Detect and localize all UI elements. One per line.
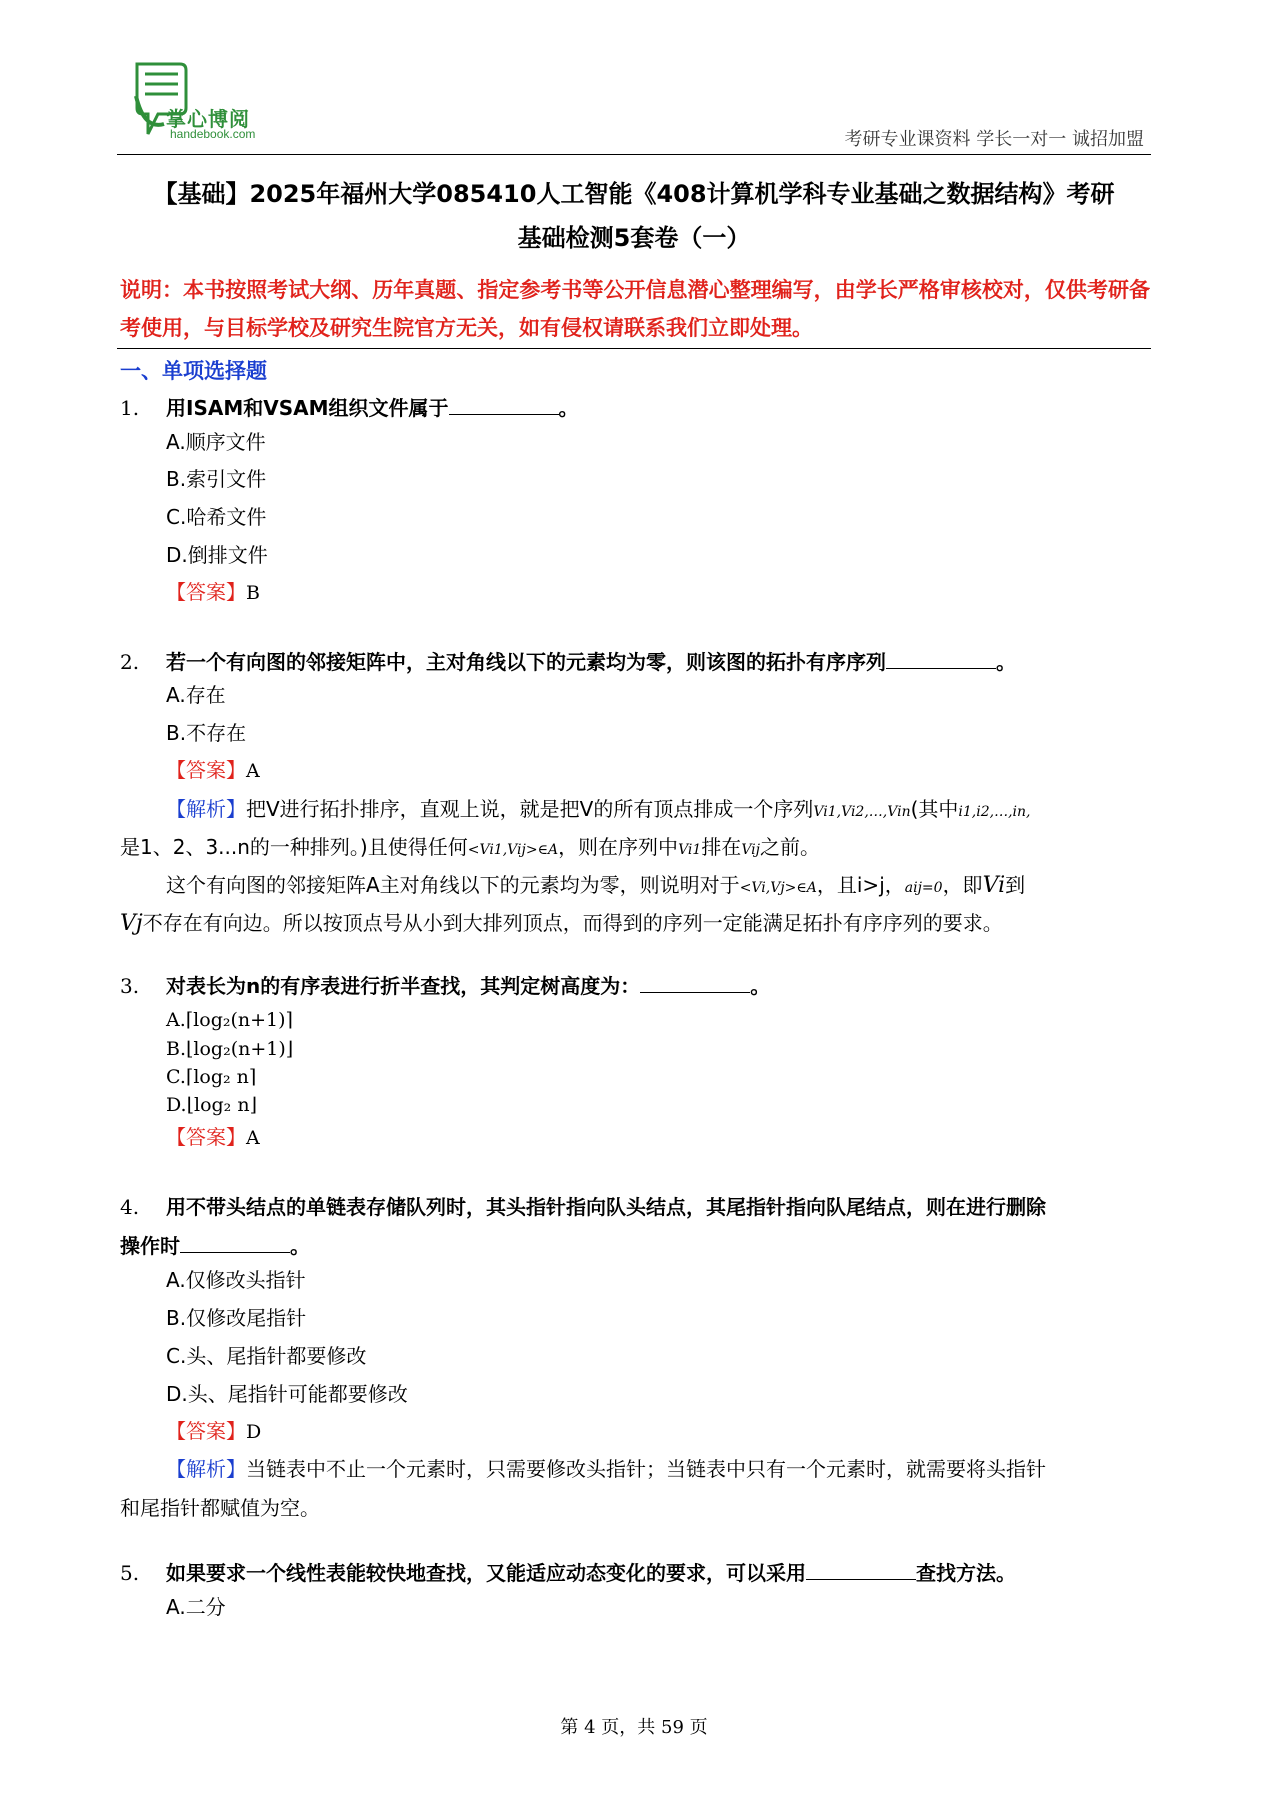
answer-blank bbox=[180, 1234, 290, 1253]
option: C.头、尾指针都要修改 bbox=[166, 1344, 367, 1368]
question-4-stem bbox=[120, 1187, 1154, 1227]
option: B.仅修改尾指针 bbox=[166, 1306, 307, 1330]
question-end: 查找方法。 bbox=[916, 1561, 1016, 1585]
answer-value: A bbox=[246, 760, 260, 782]
question-4-stem-line-2 bbox=[120, 1226, 1154, 1266]
option: C.⌈log₂ n⌉ bbox=[166, 1066, 257, 1088]
explanation-line bbox=[120, 904, 1154, 943]
title-line-2: 基础检测5套卷（一） bbox=[517, 224, 751, 252]
explanation-line bbox=[166, 866, 1156, 907]
section-title: 一、单项选择题 bbox=[120, 359, 267, 383]
explanation-text: 和尾指针都赋值为空。 bbox=[120, 1496, 320, 1520]
answer-label: 【答案】 bbox=[166, 1419, 246, 1443]
explanation-text: 之前。 bbox=[760, 835, 820, 859]
answer-line bbox=[166, 577, 260, 608]
math-expr: i1,i2,…,in, bbox=[958, 804, 1031, 820]
explanation-text: ，即 bbox=[942, 873, 983, 897]
document-title bbox=[117, 172, 1151, 260]
title-line-1: 【基础】2025年福州大学085410人工智能《408计算机学科专业基础之数据结构》考研 bbox=[153, 180, 1115, 208]
explanation-text: 不存在有向边。所以按顶点号从小到大排列顶点，而得到的序列一定能满足拓扑有序序列的要求。 bbox=[142, 911, 1003, 935]
option: A.⌈log₂(n+1)⌉ bbox=[166, 1009, 293, 1031]
option: A.仅修改头指针 bbox=[166, 1268, 306, 1292]
math-expr: aij=0 bbox=[904, 880, 943, 896]
answer-blank bbox=[806, 1561, 916, 1580]
question-3-stem bbox=[120, 966, 1154, 1006]
explanation-text: (其中 bbox=[910, 797, 959, 821]
notice-divider bbox=[117, 348, 1151, 349]
question-end: 。 bbox=[750, 974, 771, 998]
question-text: 若一个有向图的邻接矩阵中，主对角线以下的元素均为零，则该图的拓扑有序序列 bbox=[166, 650, 886, 674]
question-text: 操作时 bbox=[120, 1234, 180, 1258]
answer-line bbox=[166, 1122, 260, 1153]
question-number: 5. bbox=[120, 1561, 140, 1585]
math-expr: Vi1,Vi2,…,Vin bbox=[813, 804, 911, 820]
explanation-text: 这个有向图的邻接矩阵A主对角线以下的元素均为零，则说明对于 bbox=[166, 873, 740, 897]
option: D.倒排文件 bbox=[166, 543, 268, 567]
math-expr: Vi bbox=[982, 873, 1006, 898]
explanation-line bbox=[120, 828, 1154, 869]
math-expr: Vi1 bbox=[678, 842, 702, 858]
explanation-line bbox=[166, 1450, 1156, 1488]
explanation-text: 是1、2、3...n的一种排列。)且使得任何 bbox=[120, 835, 468, 859]
answer-value: A bbox=[246, 1127, 260, 1149]
option: B.索引文件 bbox=[166, 467, 267, 491]
question-text: 用不带头结点的单链表存储队列时，其头指针指向队头结点，其尾指针指向队尾结点，则在进行删除 bbox=[166, 1195, 1046, 1219]
question-text: 用ISAM和VSAM组织文件属于 bbox=[166, 396, 449, 420]
question-number: 1. bbox=[120, 396, 140, 420]
explanation-label: 【解析】 bbox=[166, 1457, 246, 1481]
option: B.⌊log₂(n+1)⌋ bbox=[166, 1038, 294, 1060]
answer-label: 【答案】 bbox=[166, 758, 246, 782]
answer-value: D bbox=[246, 1421, 262, 1443]
explanation-line bbox=[166, 790, 1156, 831]
answer-value: B bbox=[246, 582, 260, 604]
question-text: 如果要求一个线性表能较快地查找，又能适应动态变化的要求，可以采用 bbox=[166, 1561, 806, 1585]
option: A.顺序文件 bbox=[166, 430, 266, 454]
page-footer: 第 4 页，共 59 页 bbox=[560, 1717, 708, 1738]
math-expr: <Vi1,Vij>∈A bbox=[467, 842, 559, 858]
option: C.哈希文件 bbox=[166, 505, 267, 529]
explanation-text: 到 bbox=[1005, 873, 1026, 897]
math-expr: Vij bbox=[741, 842, 760, 858]
answer-blank bbox=[449, 396, 559, 415]
header-slogan: 考研专业课资料 学长一对一 诚招加盟 bbox=[844, 129, 1144, 150]
question-number: 2. bbox=[120, 650, 140, 674]
explanation-line bbox=[120, 1489, 1154, 1527]
logo-url-text: handebook.com bbox=[170, 127, 256, 141]
explanation-text: ，则在序列中 bbox=[558, 835, 679, 859]
option: D.头、尾指针可能都要修改 bbox=[166, 1382, 408, 1406]
question-number: 3. bbox=[120, 974, 140, 998]
answer-blank bbox=[640, 974, 750, 993]
explanation-label: 【解析】 bbox=[166, 797, 246, 821]
option: A.二分 bbox=[166, 1595, 226, 1619]
answer-label: 【答案】 bbox=[166, 580, 246, 604]
explanation-text: 把V进行拓扑排序，直观上说，就是把V的所有顶点排成一个序列 bbox=[246, 797, 814, 821]
disclaimer-notice: 说明：本书按照考试大纲、历年真题、指定参考书等公开信息潜心整理编写，由学长严格审核校对，仅供考研备考使用，与目标学校及研究生院官方无关，如有侵权请联系我们立即处理。 bbox=[120, 278, 1150, 340]
question-text: 对表长为n的有序表进行折半查找，其判定树高度为： bbox=[166, 974, 641, 998]
logo-brand-text: 掌心博阅 bbox=[166, 107, 250, 131]
math-expr: <Vi,Vj>∈A bbox=[739, 880, 817, 896]
header-divider bbox=[117, 154, 1151, 155]
question-5-stem bbox=[120, 1553, 1154, 1593]
option: B.不存在 bbox=[166, 721, 247, 745]
answer-blank bbox=[886, 650, 996, 669]
explanation-text: 排在 bbox=[701, 835, 742, 859]
option: A.存在 bbox=[166, 683, 226, 707]
question-number: 4. bbox=[120, 1195, 140, 1219]
answer-label: 【答案】 bbox=[166, 1125, 246, 1149]
question-end: 。 bbox=[290, 1234, 310, 1258]
question-1-stem bbox=[120, 388, 1154, 428]
question-end: 。 bbox=[996, 650, 1016, 674]
explanation-text: 当链表中不止一个元素时，只需要修改头指针；当链表中只有一个元素时，就需要将头指针 bbox=[246, 1457, 1046, 1481]
answer-line bbox=[166, 1416, 261, 1447]
question-2-stem bbox=[120, 642, 1154, 682]
answer-line bbox=[166, 755, 260, 786]
math-expr: Vj bbox=[120, 911, 143, 936]
option: D.⌊log₂ n⌋ bbox=[166, 1094, 257, 1116]
explanation-text: ，且i>j， bbox=[816, 873, 905, 897]
question-end: 。 bbox=[558, 396, 579, 420]
